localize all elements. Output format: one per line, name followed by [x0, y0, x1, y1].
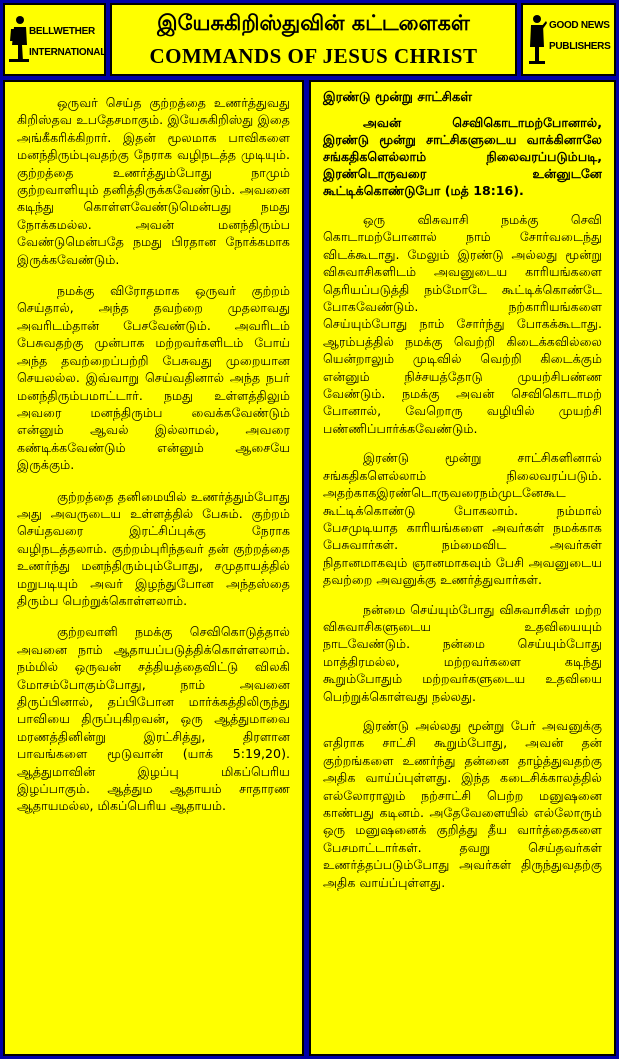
- logo-left-line2: INTERNATIONAL: [29, 47, 107, 58]
- header: [0, 0, 619, 80]
- right-paragraph-3: நன்மை செய்யும்போது விசுவாசிகள் மற்ற விசுவாசிகளுடைய உதவியையும் நாடவேண்டும். நன்மை செய்யும்போது மாத்திரமல்ல, மற்றவர்களை கடிந்து கூறும்போதும் மற்றவர்களுடைய உதவியை பெற்றுக்கொள்வது நல்லது.: [323, 601, 602, 704]
- right-column: [309, 80, 616, 1056]
- logo-right-line1: GOOD NEWS: [549, 20, 610, 31]
- right-paragraph-4: இரண்டு அல்லது மூன்று பேர் அவனுக்கு எதிராக சாட்சி கூறும்போது, அவன் தன் குற்றங்களை உணர்ந்து தன்னை தாழ்த்துவதற்கு அதிக வாய்ப்புள்ளது. இந்த கடைசிக்காலத்தில் எல்லோராலும் நற்சாட்சி பெற்ற மனுஷனை காண்பது கடினம். அதேவேளையில் எல்லோரும் ஒரு மனுஷனைக் குறித்து தீய வார்த்தைகளை பேசமாட்டார்கள். தவறு செய்தவர்கள் உணர்த்தப்படும்போது அவர்கள் திருந்துவதற்கு அதிக வாய்ப்புள்ளது.: [323, 717, 602, 890]
- herald-figure-icon: [527, 13, 547, 65]
- right-paragraph-1: ஒரு விசுவாசி நமக்கு செவி கொடாமற்போனால் நாம் சோர்வடைந்து விடக்கூடாது. மேலும் இரண்டு அல்லது மூன்று விசுவாசிகளிடம் அவனுடைய காரியங்களை தெரியப்படுத்தி நம்மோடே கூட்டிக்கொண்டே போகவேண்டும். நற்காரியங்களை செய்யும்போது நாம் சோர்ந்து போகக்கூடாது. ஆரம்பத்தில் நமக்கு வெற்றி கிடைக்கவில்லை யென்றாலும் முடிவில் வெற்றி கிடைக்கும் என்னும் நிச்சயத்தோடு முயற்சிபண்ண வேண்டும். நமக்கு அவன் செவிகொடாமற் போனால், வேறொரு வழியில் முயற்சி பண்ணிப்பார்க்கவேண்டும்.: [323, 212, 602, 436]
- section-heading: இரண்டு மூன்று சாட்சிகள்: [323, 90, 472, 105]
- page-title-tamil: இயேசுகிறிஸ்துவின் கட்டளைகள்: [157, 11, 470, 35]
- right-paragraph-2: இரண்டு மூன்று சாட்சிகளினால் சங்கதிகளெல்லாம் நிலைவரப்படும். அதற்காகஇரண்டொருவரைநம்முடனேகூட கூட்டிக்கொண்டு போகலாம். நம்மால் பேசமுடியாத காரியங்களை அவர்கள் நமக்காக பேசுவார்கள். நம்மைவிட அவர்கள் நிதானமாகவும் ஞானமாகவும் பேசி அவனுடைய தவற்றை அவனுக்கு உணர்த்துவார்கள்.: [323, 450, 602, 588]
- scripture-verse: அவன் செவிகொடாமற்போனால், இரண்டு மூன்று சாட்சிகளுடைய வாக்கினாலே சங்கதிகளெல்லாம் நிலைவரப்படும்படி, இரண்டொருவரை உன்னுடனே கூட்டிக்கொண்டுபோ (மத் 18:16).: [323, 115, 602, 198]
- left-paragraph-2: நமக்கு விரோதமாக ஒருவர் குற்றம் செய்தால், அந்த தவற்றை முதலாவது அவரிடம்தான் பேசவேண்டும். அவரிடம் பேசுவதற்கு முன்பாக மற்றவர்களிடம் போய் அந்த தவற்றைப்பற்றி பேசுவது முறையான செயலல்ல. இவ்வாறு செய்வதினால் அந்த நபர் மனந்திரும்பமாட்டார். நமது உள்ளத்திலும் அவரை மனந்திரும்ப வைக்கவேண்டும் என்னும் ஆவல் இல்லாமல், அவரை கண்டிக்கவேண்டும் என்னும் ஆசையே இருக்கும்.: [17, 283, 290, 473]
- title-banner: [110, 3, 517, 76]
- bellwether-logo: [3, 3, 106, 76]
- left-paragraph-4: குற்றவாளி நமக்கு செவிகொடுத்தால் அவனை நாம் ஆதாயப்படுத்திக்கொள்ளலாம். நம்மில் ஒருவன் சத்தியத்தைவிட்டு விலகி மோசம்போகும்போது, நாம் அவனை திருப்பினால், தப்பிபோன மார்க்கத்திலிருந்து பாவியை திருப்புகிறவன், ஒரு ஆத்துமாவை மரணத்தினின்று இரட்சித்து, திரளான பாவங்களை மூடுவான் (யாக் 5:19,20). ஆத்துமாவின் இழப்பு மிகப்பெரிய இழப்பாகும். ஆத்தும ஆதாயம் சாதாரண ஆதாயமல்ல, மிகப்பெரிய ஆதாயம்.: [17, 624, 290, 814]
- bell-ringer-icon: [9, 15, 29, 63]
- left-paragraph-1: ஒருவர் செய்த குற்றத்தை உணர்த்துவது கிறிஸ்தவ உபதேசமாகும். இயேசுகிறிஸ்து இதை அங்கீகரிக்கிறார். இதன் மூலமாக பாவிகளை மனந்திரும்புவதற்கு நேராக வழிநடத்த முடியும். குற்றத்தை உணர்த்தும்போது நாமும் குற்றவாளியும் தனித்திருக்கவேண்டும். அவனை கடிந்து கொள்ளவேண்டுமென்பது நமது நோக்கமல்ல. அவன் மனந்திரும்ப வேண்டுமென்பதே நமது பிரதான நோக்கமாக இருக்கவேண்டும்.: [17, 95, 290, 267]
- logo-right-line2: PUBLISHERS: [549, 41, 611, 52]
- left-paragraph-3: குற்றத்தை தனிமையில் உணர்த்தும்போது அது அவருடைய உள்ளத்தில் பேசும். குற்றம் செய்தவரை இரட்சிப்புக்கு நேராக வழிநடத்தலாம். குற்றம்புரிந்தவர் தன் குற்றத்தை உணர்ந்து மனந்திரும்பும்போது, சமுதாயத்தில் மறுபடியும் அவர் இழந்துபோன அந்தஸ்தை திரும்ப பெற்றுக்கொள்ளலாம்.: [17, 488, 290, 608]
- page-title-english: COMMANDS OF JESUS CHRIST: [149, 44, 478, 68]
- good-news-logo: [521, 3, 616, 76]
- left-column: [3, 80, 304, 1056]
- logo-left-line1: BELLWETHER: [29, 26, 95, 37]
